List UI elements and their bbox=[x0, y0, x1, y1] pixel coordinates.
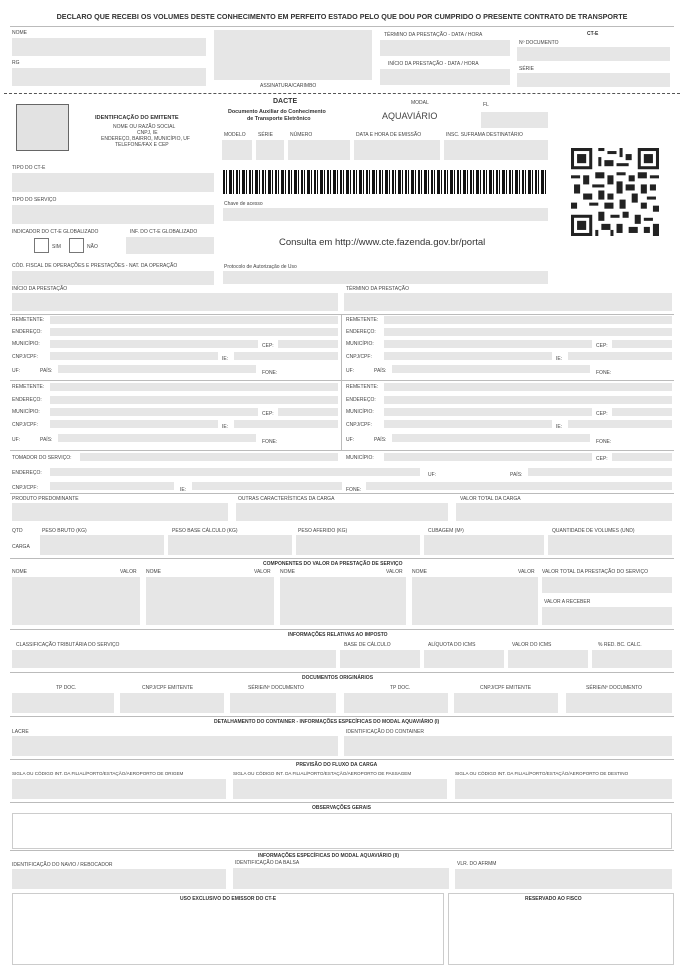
uf-4-label: UF: bbox=[346, 437, 355, 443]
fone-3-label: FONE: bbox=[262, 439, 278, 445]
fluxo-passagem-field[interactable] bbox=[233, 779, 447, 799]
remetente-4-label: REMETENTE: bbox=[346, 384, 379, 390]
inicio-prestacao-label: INÍCIO DA PRESTAÇÃO bbox=[12, 286, 68, 292]
container-title: DETALHAMENTO DO CONTAINER - INFORMAÇÕES ESPECÍFICAS DO MODAL AQUAVIÁRIO (I) bbox=[214, 719, 440, 725]
tomador-cep-field[interactable] bbox=[612, 453, 672, 461]
doc-tp-2-label: TP DOC. bbox=[390, 685, 411, 691]
pais-3-field[interactable] bbox=[58, 434, 256, 442]
termino-prestacao-field[interactable] bbox=[344, 293, 672, 311]
remetente-4-field[interactable] bbox=[384, 383, 672, 391]
cubagem-label: CUBAGEM (M³) bbox=[428, 528, 464, 534]
cep-3-label: CEP: bbox=[262, 411, 274, 417]
tomador-fone-field[interactable] bbox=[366, 482, 672, 490]
cnpj-4-label: CNPJ/CPF: bbox=[346, 422, 372, 428]
navio-label: IDENTIFICAÇÃO DO NAVIO / REBOCADOR bbox=[12, 862, 113, 868]
ie-2-label: IE: bbox=[556, 356, 563, 362]
cep-2-field[interactable] bbox=[612, 340, 672, 348]
doc-cnpj-2-label: CNPJ/CPF EMITENTE bbox=[480, 685, 532, 691]
outras-caracteristicas-field[interactable] bbox=[236, 503, 448, 521]
inicio-prestacao-field[interactable] bbox=[12, 293, 338, 311]
municipio-4-label: MUNICÍPIO: bbox=[346, 409, 374, 415]
receipt-cte-label: CT-E bbox=[587, 31, 599, 37]
remetente-1-field[interactable] bbox=[50, 316, 338, 324]
comp-valor-4-label: VALOR bbox=[518, 569, 535, 575]
pais-4-label: PAÍS: bbox=[374, 437, 387, 443]
pais-3-label: PAÍS: bbox=[40, 437, 53, 443]
uso-emissor-box[interactable] bbox=[12, 893, 444, 965]
tomador-municipio-label: MUNICÍPIO: bbox=[346, 455, 374, 461]
produto-field[interactable] bbox=[12, 503, 228, 521]
pais-4-field[interactable] bbox=[392, 434, 590, 442]
receipt-inicio-field[interactable] bbox=[380, 69, 510, 85]
ie-3-field[interactable] bbox=[234, 420, 338, 428]
nao-checkbox[interactable] bbox=[69, 238, 84, 253]
fluxo-destino-field[interactable] bbox=[455, 779, 672, 799]
afrmm-field[interactable] bbox=[455, 869, 672, 889]
municipio-2-field[interactable] bbox=[384, 340, 592, 348]
chave-acesso-field[interactable] bbox=[223, 208, 548, 221]
tomador-field[interactable] bbox=[80, 453, 338, 461]
dacte-serie-field[interactable] bbox=[256, 140, 284, 160]
uf-1-label: UF: bbox=[12, 368, 21, 374]
tipo-servico-label: TIPO DO SERVIÇO bbox=[12, 197, 57, 203]
ie-1-field[interactable] bbox=[234, 352, 338, 360]
tipo-cte-field[interactable] bbox=[12, 173, 214, 192]
valor-total-carga-label: VALOR TOTAL DA CARGA bbox=[460, 496, 521, 502]
uf-3-label: UF: bbox=[12, 437, 21, 443]
inf-globalizado-label: INF. DO CT-E GLOBALIZADO bbox=[130, 229, 198, 235]
carga-label: CARGA bbox=[12, 544, 30, 550]
doc-tp-1-label: TP DOC. bbox=[56, 685, 77, 691]
valor-icms-field[interactable] bbox=[508, 650, 588, 668]
tomador-pais-field[interactable] bbox=[528, 468, 672, 476]
receipt-nome-field[interactable] bbox=[12, 38, 206, 56]
comp-valor-1-label: VALOR bbox=[120, 569, 137, 575]
doc-serie-1-field[interactable] bbox=[230, 693, 336, 713]
protocolo-field[interactable] bbox=[223, 271, 548, 284]
tomador-endereco-field[interactable] bbox=[50, 468, 420, 476]
tomador-ie-field[interactable] bbox=[192, 482, 342, 490]
endereco-2-field[interactable] bbox=[384, 328, 672, 336]
fluxo-origem-label: SIGLA OU CÓDIGO INT. DA FILIAL/PORTO/ESTAÇÃO/AEROPORTO DE ORIGEM bbox=[12, 771, 184, 776]
dacte-fl-label: FL bbox=[483, 102, 489, 108]
cubagem-field[interactable] bbox=[424, 535, 544, 555]
comp-valor-2-label: VALOR bbox=[254, 569, 271, 575]
protocolo-label: Protocolo de Autorização de Uso bbox=[224, 264, 297, 270]
tomador-cnpj-field[interactable] bbox=[50, 482, 174, 490]
cnpj-1-field[interactable] bbox=[50, 352, 218, 360]
municipio-3-label: MUNICÍPIO: bbox=[12, 409, 40, 415]
receipt-nome-label: NOME bbox=[12, 30, 27, 36]
cnpj-4-field[interactable] bbox=[384, 420, 552, 428]
peso-base-field[interactable] bbox=[168, 535, 292, 555]
reservado-fisco-title: RESERVADO AO FISCO bbox=[525, 896, 582, 902]
dacte-modal-value: AQUAVIÁRIO bbox=[382, 111, 438, 121]
cfop-label: CÓD. FISCAL DE OPERAÇÕES E PRESTAÇÕES - NAT. DA OPERAÇÃO bbox=[12, 263, 178, 269]
tomador-cnpj-label: CNPJ/CPF: bbox=[12, 485, 38, 491]
classificacao-field[interactable] bbox=[12, 650, 336, 668]
dacte-emissao-label: DATA E HORA DE EMISSÃO bbox=[356, 132, 422, 138]
emitente-line2: CNPJ, IE bbox=[137, 130, 158, 136]
fluxo-title: PREVISÃO DO FLUXO DA CARGA bbox=[296, 762, 378, 768]
ie-1-label: IE: bbox=[222, 356, 229, 362]
balsa-label: IDENTIFICAÇÃO DA BALSA bbox=[235, 860, 300, 866]
doc-serie-1-label: SÉRIE/Nº DOCUMENTO bbox=[248, 685, 304, 691]
cep-4-field[interactable] bbox=[612, 408, 672, 416]
endereco-4-label: ENDEREÇO: bbox=[346, 397, 376, 403]
qr-code-icon bbox=[570, 148, 660, 236]
endereco-2-label: ENDEREÇO: bbox=[346, 329, 376, 335]
container-id-label: IDENTIFICAÇÃO DO CONTAINER bbox=[346, 729, 424, 735]
endereco-1-field[interactable] bbox=[50, 328, 338, 336]
dacte-emissao-field[interactable] bbox=[354, 140, 440, 160]
cut-line bbox=[4, 93, 680, 94]
cep-4-label: CEP: bbox=[596, 411, 608, 417]
municipio-1-field[interactable] bbox=[50, 340, 258, 348]
emitente-line1: NOME OU RAZÃO SOCIAL bbox=[113, 124, 176, 130]
peso-bruto-label: PESO BRUTO (KG) bbox=[42, 528, 87, 534]
tomador-cep-label: CEP: bbox=[596, 456, 608, 462]
receipt-rg-label: RG bbox=[12, 60, 20, 66]
peso-aferido-field[interactable] bbox=[296, 535, 420, 555]
receipt-serie-field[interactable] bbox=[517, 73, 670, 87]
uf-2-label: UF: bbox=[346, 368, 355, 374]
comp-col-3[interactable] bbox=[280, 577, 406, 625]
cep-1-field[interactable] bbox=[278, 340, 338, 348]
aquaviario-title: INFORMAÇÕES ESPECÍFICAS DO MODAL AQUAVIÁRIO (II) bbox=[258, 853, 400, 859]
tomador-endereco-label: ENDEREÇO: bbox=[12, 470, 42, 476]
emitente-logo bbox=[16, 104, 69, 151]
dacte-subtitle-2: de Transporte Eletrônico bbox=[247, 116, 311, 122]
comp-nome-4-label: NOME bbox=[412, 569, 427, 575]
receipt-inicio-label: INÍCIO DA PRESTAÇÃO - DATA / HORA bbox=[388, 61, 479, 67]
observacoes-field[interactable] bbox=[12, 813, 672, 849]
cnpj-2-field[interactable] bbox=[384, 352, 552, 360]
inf-globalizado-field[interactable] bbox=[126, 237, 214, 254]
valor-icms-label: VALOR DO ICMS bbox=[512, 642, 552, 648]
remetente-3-field[interactable] bbox=[50, 383, 338, 391]
cnpj-2-label: CNPJ/CPF: bbox=[346, 354, 372, 360]
tipo-servico-field[interactable] bbox=[12, 205, 214, 224]
receipt-termino-label: TÉRMINO DA PRESTAÇÃO - DATA / HORA bbox=[384, 32, 483, 38]
fluxo-origem-field[interactable] bbox=[12, 779, 226, 799]
lacre-label: LACRE bbox=[12, 729, 29, 735]
fone-4-label: FONE: bbox=[596, 439, 612, 445]
dacte-modelo-field[interactable] bbox=[222, 140, 252, 160]
receipt-signature-field[interactable] bbox=[214, 30, 372, 80]
comp-valor-3-label: VALOR bbox=[386, 569, 403, 575]
dacte-serie-label: SÉRIE bbox=[258, 132, 274, 138]
uso-emissor-title: USO EXCLUSIVO DO EMISSOR DO CT-E bbox=[180, 896, 277, 902]
documentos-title: DOCUMENTOS ORIGINÁRIOS bbox=[302, 675, 374, 681]
tipo-cte-label: TIPO DO CT-E bbox=[12, 165, 46, 171]
municipio-3-field[interactable] bbox=[50, 408, 258, 416]
doc-serie-2-field[interactable] bbox=[566, 693, 672, 713]
sim-label: SIM bbox=[52, 244, 61, 250]
dacte-suframa-field[interactable] bbox=[444, 140, 548, 160]
endereco-3-label: ENDEREÇO: bbox=[12, 397, 42, 403]
municipio-1-label: MUNICÍPIO: bbox=[12, 341, 40, 347]
municipio-4-field[interactable] bbox=[384, 408, 592, 416]
doc-serie-2-label: SÉRIE/Nº DOCUMENTO bbox=[586, 685, 642, 691]
red-bc-field[interactable] bbox=[592, 650, 672, 668]
pais-2-field[interactable] bbox=[392, 365, 590, 373]
municipio-2-label: MUNICÍPIO: bbox=[346, 341, 374, 347]
dacte-title: DACTE bbox=[273, 98, 298, 105]
emitente-line4: TELEFONE/FAX E CEP bbox=[115, 142, 169, 148]
sim-checkbox[interactable] bbox=[34, 238, 49, 253]
barcode-icon bbox=[223, 170, 548, 194]
produto-label: PRODUTO PREDOMINANTE bbox=[12, 496, 79, 502]
dacte-suframa-label: INSC. SUFRAMA DESTINATÁRIO bbox=[446, 132, 523, 138]
cnpj-3-label: CNPJ/CPF: bbox=[12, 422, 38, 428]
endereco-3-field[interactable] bbox=[50, 396, 338, 404]
endereco-1-label: ENDEREÇO: bbox=[12, 329, 42, 335]
comp-col-2[interactable] bbox=[146, 577, 274, 625]
dacte-subtitle-1: Documento Auxiliar do Conhecimento bbox=[228, 109, 326, 115]
afrmm-label: VLR. DO AFRMM bbox=[457, 861, 497, 867]
nao-label: NÃO bbox=[87, 244, 98, 250]
doc-tp-2-field[interactable] bbox=[344, 693, 448, 713]
receipt-serie-label: SÉRIE bbox=[519, 66, 535, 72]
comp-total-label: VALOR TOTAL DA PRESTAÇÃO DO SERVIÇO bbox=[542, 569, 648, 575]
cfop-field[interactable] bbox=[12, 271, 214, 285]
indicador-globalizado-label: INDICADOR DO CT-E GLOBALIZADO bbox=[12, 229, 99, 235]
tomador-fone-label: FONE: bbox=[346, 487, 362, 493]
qtd-volumes-field[interactable] bbox=[548, 535, 672, 555]
remetente-1-label: REMETENTE: bbox=[12, 317, 45, 323]
aliquota-field[interactable] bbox=[424, 650, 504, 668]
fluxo-passagem-label: SIGLA OU CÓDIGO INT. DA FILIAL/PORTO/ESTAÇÃO/AEROPORTO DE PASSAGEM bbox=[233, 771, 412, 776]
dacte-modal-label: MODAL bbox=[411, 100, 429, 106]
comp-nome-1-label: NOME bbox=[12, 569, 27, 575]
imposto-title: INFORMAÇÕES RELATIVAS AO IMPOSTO bbox=[288, 632, 388, 638]
container-id-field[interactable] bbox=[344, 736, 672, 756]
fluxo-destino-label: SIGLA OU CÓDIGO INT. DA FILIAL/PORTO/ESTAÇÃO/AEROPORTO DE DESTINO bbox=[455, 771, 629, 776]
remetente-2-field[interactable] bbox=[384, 316, 672, 324]
balsa-field[interactable] bbox=[233, 868, 449, 889]
emitente-title: IDENTIFICAÇÃO DO EMITENTE bbox=[95, 115, 179, 121]
valor-total-carga-field[interactable] bbox=[456, 503, 672, 521]
chave-acesso-label: Chave de acesso bbox=[224, 201, 263, 207]
base-calculo-field[interactable] bbox=[340, 650, 420, 668]
receipt-rg-field[interactable] bbox=[12, 68, 206, 86]
pais-1-field[interactable] bbox=[58, 365, 256, 373]
observacoes-title: OBSERVAÇÕES GERAIS bbox=[312, 805, 371, 811]
dacte-fl-field[interactable] bbox=[481, 112, 548, 128]
peso-aferido-label: PESO AFERIDO (KG) bbox=[298, 528, 348, 534]
cep-1-label: CEP: bbox=[262, 343, 274, 349]
dacte-modelo-label: MODELO bbox=[224, 132, 246, 138]
top-declaration: DECLARO QUE RECEBI OS VOLUMES DESTE CONHECIMENTO EM PERFEITO ESTADO PELO QUE DOU POR CUMPRIDO O PRESENTE CONTRATO DE TRANSPORTE bbox=[56, 12, 628, 21]
qtd-volumes-label: QUANTIDADE DE VOLUMES (UND) bbox=[552, 528, 635, 534]
pais-2-label: PAÍS: bbox=[374, 368, 387, 374]
tomador-title: TOMADOR DO SERVIÇO: bbox=[12, 455, 72, 461]
comp-nome-3-label: NOME bbox=[280, 569, 295, 575]
cnpj-1-label: CNPJ/CPF: bbox=[12, 354, 38, 360]
receipt-ndoc-label: Nº DOCUMENTO bbox=[519, 40, 559, 46]
aliquota-label: ALÍQUOTA DO ICMS bbox=[428, 642, 476, 648]
ie-4-field[interactable] bbox=[568, 420, 672, 428]
remetente-2-label: REMETENTE: bbox=[346, 317, 379, 323]
doc-cnpj-1-field[interactable] bbox=[120, 693, 224, 713]
qtd-label: QTD bbox=[12, 528, 23, 534]
componentes-title: COMPONENTES DO VALOR DA PRESTAÇÃO DE SERVIÇO bbox=[263, 561, 403, 567]
base-calculo-label: BASE DE CÁLCULO bbox=[344, 642, 391, 648]
peso-bruto-field[interactable] bbox=[40, 535, 164, 555]
navio-field[interactable] bbox=[12, 869, 226, 889]
peso-base-label: PESO BASE CÁLCULO (KG) bbox=[172, 528, 238, 534]
lacre-field[interactable] bbox=[12, 736, 338, 756]
tomador-municipio-field[interactable] bbox=[384, 453, 592, 461]
doc-tp-1-field[interactable] bbox=[12, 693, 114, 713]
red-bc-label: % RED. BC. CALC. bbox=[598, 642, 642, 648]
reservado-fisco-box[interactable] bbox=[448, 893, 674, 965]
endereco-4-field[interactable] bbox=[384, 396, 672, 404]
ie-3-label: IE: bbox=[222, 424, 229, 430]
tomador-uf-label: UF: bbox=[428, 472, 437, 478]
receipt-ndoc-field[interactable] bbox=[517, 47, 670, 61]
tomador-ie-label: IE: bbox=[180, 487, 187, 493]
ie-2-field[interactable] bbox=[568, 352, 672, 360]
cep-2-label: CEP: bbox=[596, 343, 608, 349]
dacte-numero-field[interactable] bbox=[288, 140, 350, 160]
classificacao-label: CLASSIFICAÇÃO TRIBUTÁRIA DO SERVIÇO bbox=[16, 642, 120, 648]
fone-2-label: FONE: bbox=[596, 370, 612, 376]
pais-1-label: PAÍS: bbox=[40, 368, 53, 374]
comp-nome-2-label: NOME bbox=[146, 569, 161, 575]
outras-caracteristicas-label: OUTRAS CARACTERÍSTICAS DA CARGA bbox=[238, 496, 335, 502]
comp-total-field[interactable] bbox=[542, 577, 672, 593]
cnpj-3-field[interactable] bbox=[50, 420, 218, 428]
dacte-numero-label: NÚMERO bbox=[290, 132, 313, 138]
consulta-url[interactable]: Consulta em http://www.cte.fazenda.gov.br/portal bbox=[279, 237, 486, 248]
receipt-assinatura-label: ASSINATURA/CARIMBO bbox=[260, 83, 317, 89]
comp-receber-label: VALOR A RECEBER bbox=[544, 599, 591, 605]
emitente-line3: ENDEREÇO, BAIRRO, MUNICÍPIO, UF bbox=[101, 136, 190, 142]
fone-1-label: FONE: bbox=[262, 370, 278, 376]
termino-prestacao-label: TÉRMINO DA PRESTAÇÃO bbox=[346, 286, 409, 292]
ie-4-label: IE: bbox=[556, 424, 563, 430]
cep-3-field[interactable] bbox=[278, 408, 338, 416]
comp-col-1[interactable] bbox=[12, 577, 140, 625]
tomador-pais-label: PAÍS: bbox=[510, 472, 523, 478]
doc-cnpj-1-label: CNPJ/CPF EMITENTE bbox=[142, 685, 194, 691]
doc-cnpj-2-field[interactable] bbox=[454, 693, 558, 713]
comp-receber-field[interactable] bbox=[542, 607, 672, 625]
comp-col-4[interactable] bbox=[412, 577, 538, 625]
remetente-3-label: REMETENTE: bbox=[12, 384, 45, 390]
receipt-termino-field[interactable] bbox=[380, 40, 510, 56]
